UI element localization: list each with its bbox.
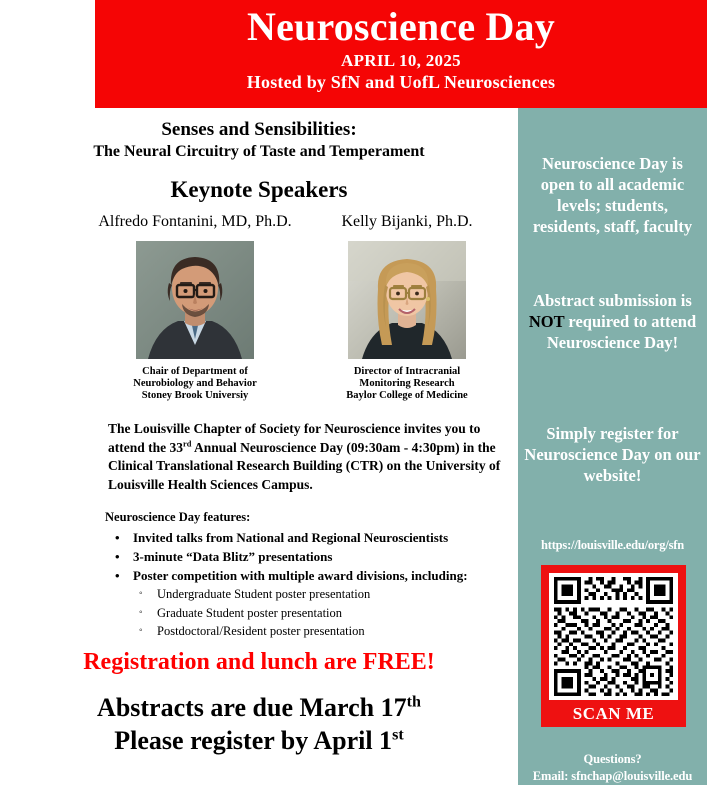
abstract-deadline-text: Abstracts are due March 17 — [97, 693, 407, 722]
eligibility-notice: Neuroscience Day is open to all academic levels; students, residents, staff, faculty — [532, 154, 693, 236]
main-content — [0, 108, 518, 792]
contact-info — [518, 751, 707, 785]
keynote-speakers-heading: Keynote Speakers — [170, 177, 348, 202]
abstract-notice-part2: required to attend Neuroscience Day! — [546, 312, 697, 352]
ordinal-suffix: th — [406, 693, 421, 711]
ordinal-suffix: st — [392, 726, 404, 744]
speaker-affiliation-line: Neurobiology and Behavior — [133, 378, 257, 389]
speaker-photo-alfredo-fontanini — [136, 241, 254, 359]
abstract-requirement-notice — [518, 290, 707, 353]
bullet-icon: ◦ — [139, 606, 143, 618]
registration-deadline-text: Please register by April 1 — [114, 726, 393, 755]
registration-deadline — [0, 724, 518, 757]
features-section — [105, 508, 505, 641]
abstract-notice-part1: Abstract submission is — [533, 291, 692, 310]
list-item-label: Undergraduate Student poster presentation — [157, 587, 371, 601]
list-item — [105, 604, 505, 623]
list-item — [105, 622, 505, 641]
speaker-affiliation-line: Chair of Department of — [142, 366, 248, 377]
list-item-label: Postdoctoral/Resident poster presentation — [157, 624, 365, 638]
speaker-affiliation — [307, 366, 507, 402]
speaker-card — [307, 212, 507, 402]
header-banner — [95, 0, 707, 108]
free-registration-notice: Registration and lunch are FREE! — [83, 649, 435, 675]
abstract-deadline — [0, 691, 518, 724]
event-subtitle-secondary: The Neural Circuitry of Taste and Temperament — [93, 143, 425, 160]
speaker-card — [95, 212, 295, 402]
event-date: APRIL 10, 2025 — [341, 51, 461, 70]
abstract-notice-emphasis: NOT — [528, 312, 565, 331]
website-url-link[interactable]: https://louisville.edu/org/sfn — [541, 538, 684, 552]
event-description-part2: Annual Neuroscience Day (09:30am - 4:30pm) in the Clinical Translational Research Building (CTR) on the University of Louisville Health Sciences Campus. — [108, 439, 501, 492]
list-item-label: Graduate Student poster presentation — [157, 605, 343, 620]
list-item — [105, 547, 505, 566]
qr-code-card[interactable] — [541, 565, 686, 727]
event-host: Hosted by SfN and UofL Neurosciences — [246, 72, 556, 92]
qr-code-caption: SCAN ME — [572, 704, 655, 723]
speakers-list — [95, 212, 507, 402]
speaker-affiliation-line: Baylor College of Medicine — [346, 390, 468, 401]
bullet-icon: ◦ — [139, 588, 143, 599]
speaker-name: Alfredo Fontanini, MD, Ph.D. — [98, 213, 292, 230]
list-item-label: 3-minute “Data Blitz” presentations — [133, 549, 333, 564]
event-description — [108, 420, 504, 494]
features-heading: Neuroscience Day features: — [105, 510, 251, 524]
event-description-part1: The Louisville Chapter of Society for Neuroscience invites you to attend the 33 — [108, 421, 481, 455]
list-item — [105, 528, 505, 547]
bullet-icon: • — [115, 549, 120, 564]
speaker-affiliation-line: Monitoring Research — [359, 378, 455, 389]
qr-code-icon[interactable] — [549, 573, 678, 700]
deadline-notice — [0, 691, 518, 757]
speaker-affiliation-line: Director of Intracranial — [353, 366, 461, 377]
bullet-icon: ◦ — [139, 625, 143, 636]
list-item-label: Invited talks from National and Regional Neuroscientists — [133, 530, 449, 545]
bullet-icon: • — [115, 530, 120, 545]
list-item — [105, 585, 505, 604]
speaker-affiliation — [95, 366, 295, 402]
speaker-photo-kelly-bijanki — [348, 241, 466, 359]
contact-email[interactable]: Email: sfnchap@louisville.edu — [532, 769, 693, 783]
register-notice: Simply register for Neuroscience Day on our website! — [524, 424, 701, 485]
bullet-icon: • — [115, 568, 120, 583]
speaker-affiliation-line: Stoney Brook Universiy — [141, 390, 249, 401]
list-item — [105, 566, 505, 585]
event-subtitle-primary: Senses and Sensibilities: — [161, 119, 357, 140]
list-item-label: Poster competition with multiple award divisions, including: — [133, 568, 468, 583]
speaker-name: Kelly Bijanki, Ph.D. — [341, 213, 473, 230]
ordinal-suffix: rd — [183, 439, 192, 448]
page-title: Neuroscience Day — [247, 4, 555, 49]
sidebar — [518, 108, 707, 785]
questions-label: Questions? — [583, 752, 642, 766]
